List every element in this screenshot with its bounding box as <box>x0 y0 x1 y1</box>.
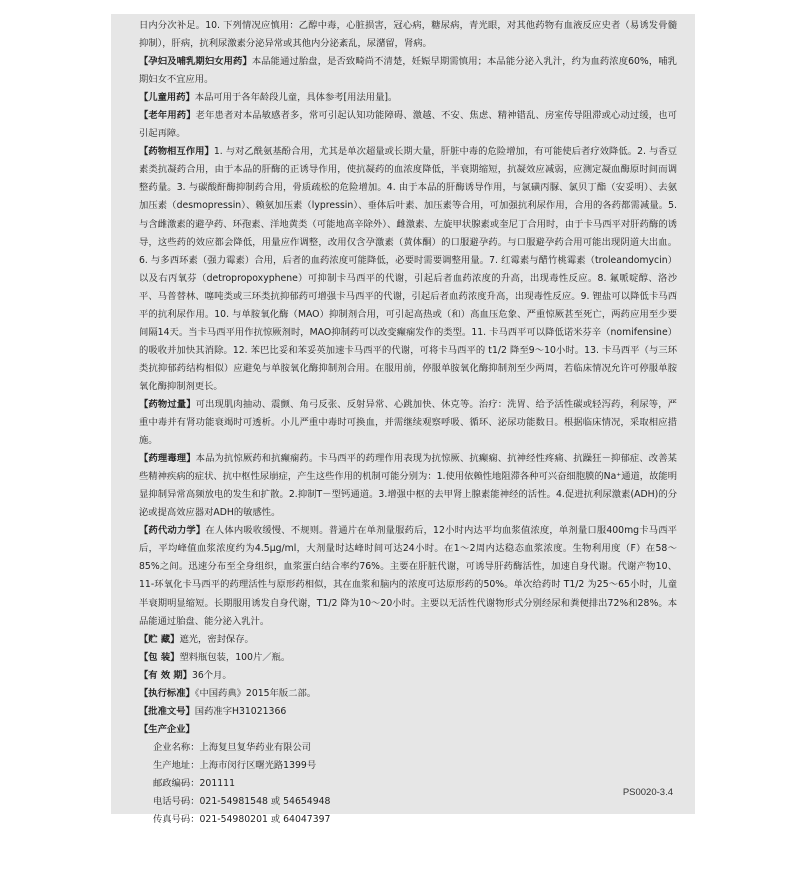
section-paragraph <box>139 53 677 89</box>
section-text: 遮光，密封保存。 <box>179 633 254 645</box>
section-text: 1. 与对乙酰氨基酚合用，尤其是单次超量或长期大量，肝脏中毒的危险增加，有可能使后者疗效降低。2. 与香豆素类抗凝药合用，由于本品的肝酶的正诱导作用，使抗凝药的血浓度降低，半衰期缩短，抗凝效应减弱，应测定凝血酶原时间而调整药量。3. 与碳酸酐酶抑制药合用，骨质疏松的危险增加。4. 由于本品的肝酶诱导作用，与氯磺丙脲、氯贝丁酯（安妥明）、去氨加压素（desmopressin）、赖氨加压素（lypressin）、垂体后叶素、加压素等合用，可加强抗利尿作用，合用的各药都需减量。5. 与含雌激素的避孕药、环孢素、洋地黄类（可能地高辛除外）、雌激素、左旋甲状腺素或奎尼丁合用时，由于卡马西平对肝药酶的诱导，这些药的效应都会降低，用量应作调整，改用仅含孕激素（黄体酮）的口服避孕药。与口服避孕药合用可能出现阴道大出血。6. 与多西环素（强力霉素）合用，后者的血药浓度可能降低，必要时需要调整用量。7. 红霉素与醋竹桃霉素（troleandomycin）以及右丙氧芬（detropropoxyphene）可抑制卡马西平的代谢，引起后者血药浓度的升高，出现毒性反应。8. 氟哌啶醇、洛沙平、马普替林、噻吨类或三环类抗抑郁药可增强卡马西平的代谢，引起后者血药浓度升高，出现毒性反应。9. 锂盐可以降低卡马西平的抗利尿作用。10. 与单胺氧化酶（MAO）抑制剂合用，可引起高热或（和）高血压危象、严重惊厥甚至死亡，两药应用至少要间隔14天。当卡马西平用作抗惊厥剂时，MAO抑制药可以改变癫痫发作的类型。11. 卡马西平可以降低诺米芬辛（nomifensine）的吸收并加快其消除。12. 苯巴比妥和苯妥英加速卡马西平的代谢，可将卡马西平的 t1/2 降至9～10小时。13. 卡马西平（与三环类抗抑郁药结构相似）应避免与单胺氧化酶抑制剂合用。在服用前，停服单胺氧化酶抑制剂至少两周，若临床情况允许可停服单胺氧化酶抑制剂更长。 <box>139 146 677 392</box>
section-label: 【药物过量】 <box>139 398 196 410</box>
section-text: 日内分次补足。10. 下列情况应慎用：乙醇中毒，心脏损害，冠心病，糖尿病，青光眼，对其他药物有血液反应史者（易诱发骨髓抑制），肝病，抗利尿激素分泌异常或其他内分泌紊乱，尿潴留，肾病。 <box>139 20 677 50</box>
section-text: 《中国药典》2015年版二部。 <box>194 687 317 699</box>
company-row <box>139 757 677 775</box>
section-paragraph <box>139 17 677 53</box>
section-text: 在人体内吸收缓慢、不规则。普通片在单剂量服药后，12小时内达平均血浆值浓度，单剂量口服400mg卡马西平后，平均峰值血浆浓度约为4.5μg/ml，大剂量时达峰时间可达24小时。在1～2周内达稳态血浆浓度。生物利用度（F）在58～85%之间。迅速分布至全身组织，血浆蛋白结合率约76%。主要在肝脏代谢，可诱导肝药酶活性，加速自身代谢。代谢产物10、11-环氧化卡马西平的药理活性与原形药相似，其在血浆和脑内的浓度可达原形药的50%。单次给药时 T1/2 为25～65小时，儿童半衰期明显缩短。长期服用诱发自身代谢，T1/2 降为10～20小时。主要以无活性代谢物形式分别经尿和粪便排出72%和28%。本品能通过胎盘、能分泌入乳汁。 <box>139 525 677 627</box>
section-text: 可出现肌肉抽动、震颤、角弓反张、反射异常、心跳加快、休克等。治疗：洗胃、给予活性碳或轻泻药，利尿等，严重中毒并有肾功能衰竭时可透析。小儿严重中毒时可换血，并需继续观察呼吸、循环、泌尿功能数日。根据临床情况，采取相应措施。 <box>139 398 677 447</box>
section-paragraph <box>139 685 677 703</box>
company-value: 上海市闵行区曙光路1399号 <box>199 759 317 771</box>
section-label: 【批准文号】 <box>139 705 195 717</box>
company-value: 上海复旦复华药业有限公司 <box>199 741 312 753</box>
company-info <box>139 739 677 829</box>
company-row <box>139 739 677 757</box>
section-text: 本品能通过胎盘，是否致畸尚不清楚，妊娠早期需慎用；本品能分泌入乳汁，约为血药浓度60%，哺乳期妇女不宜应用。 <box>139 56 677 86</box>
section-paragraph <box>139 667 677 685</box>
section-label: 【生产企业】 <box>139 723 195 735</box>
company-key: 企业名称： <box>153 741 200 753</box>
section-paragraph <box>139 396 677 450</box>
company-value: 201111 <box>199 777 235 789</box>
section-paragraph <box>139 522 677 630</box>
section-paragraph <box>139 649 677 667</box>
leaflet-page <box>111 14 695 826</box>
section-paragraph <box>139 631 677 649</box>
section-text: 老年患者对本品敏感者多，常可引起认知功能障碍、激越、不安、焦虑、精神错乱、房室传导阻滞或心动过缓，也可引起再障。 <box>139 110 677 140</box>
section-label: 【儿童用药】 <box>139 92 195 104</box>
section-paragraph <box>139 703 677 721</box>
company-value: 021-54981548 或 54654948 <box>199 796 331 808</box>
section-label: 【药物相互作用】 <box>139 146 214 158</box>
sections-container <box>139 17 677 739</box>
section-paragraph <box>139 89 677 107</box>
section-text: 36个月。 <box>191 669 232 681</box>
section-label: 【执行标准】 <box>139 687 195 699</box>
section-label: 【药理毒理】 <box>139 453 196 465</box>
section-text: 国药准字H31021366 <box>194 705 287 717</box>
section-paragraph <box>139 721 677 739</box>
company-row <box>139 811 677 829</box>
section-paragraph <box>139 450 677 522</box>
company-value: 021-54980201 或 64047397 <box>199 814 331 826</box>
company-key: 传真号码： <box>153 814 200 826</box>
section-text: 本品为抗惊厥药和抗癫痫药。卡马西平的药理作用表现为抗惊厥、抗癫痫、抗神经性疼痛、抗躁狂－抑郁症、改善某些精神疾病的症状、抗中枢性尿崩症，产生这些作用的机制可能分别为：1.使用依赖性地阻滞各种可兴奋细胞膜的Na⁺通道，故能明显抑制异常高频放电的发生和扩散。2.抑制T－型钙通道。3.增强中枢的去甲肾上腺素能神经的活性。4.促进抗利尿激素(ADH)的分泌或提高效应器对ADH的敏感性。 <box>139 453 677 519</box>
company-key: 电话号码： <box>153 796 200 808</box>
section-label: 【有 效 期】 <box>139 669 192 681</box>
section-label: 【孕妇及哺乳期妇女用药】 <box>139 56 252 68</box>
section-label: 【药代动力学】 <box>139 525 206 537</box>
section-label: 【老年用药】 <box>139 110 196 122</box>
section-text: 本品可用于各年龄段儿童，具体参考[用法用量]。 <box>194 92 398 104</box>
section-paragraph <box>139 107 677 143</box>
company-row <box>139 793 677 811</box>
company-key: 邮政编码： <box>153 777 200 789</box>
section-text: 塑料瓶包装，100片／瓶。 <box>179 651 291 663</box>
company-key: 生产地址： <box>153 759 200 771</box>
company-row <box>139 775 677 793</box>
document-code: PS0020-3.4 <box>622 786 673 798</box>
section-paragraph <box>139 143 677 396</box>
section-label: 【包 装】 <box>139 651 180 663</box>
section-label: 【贮 藏】 <box>139 633 180 645</box>
